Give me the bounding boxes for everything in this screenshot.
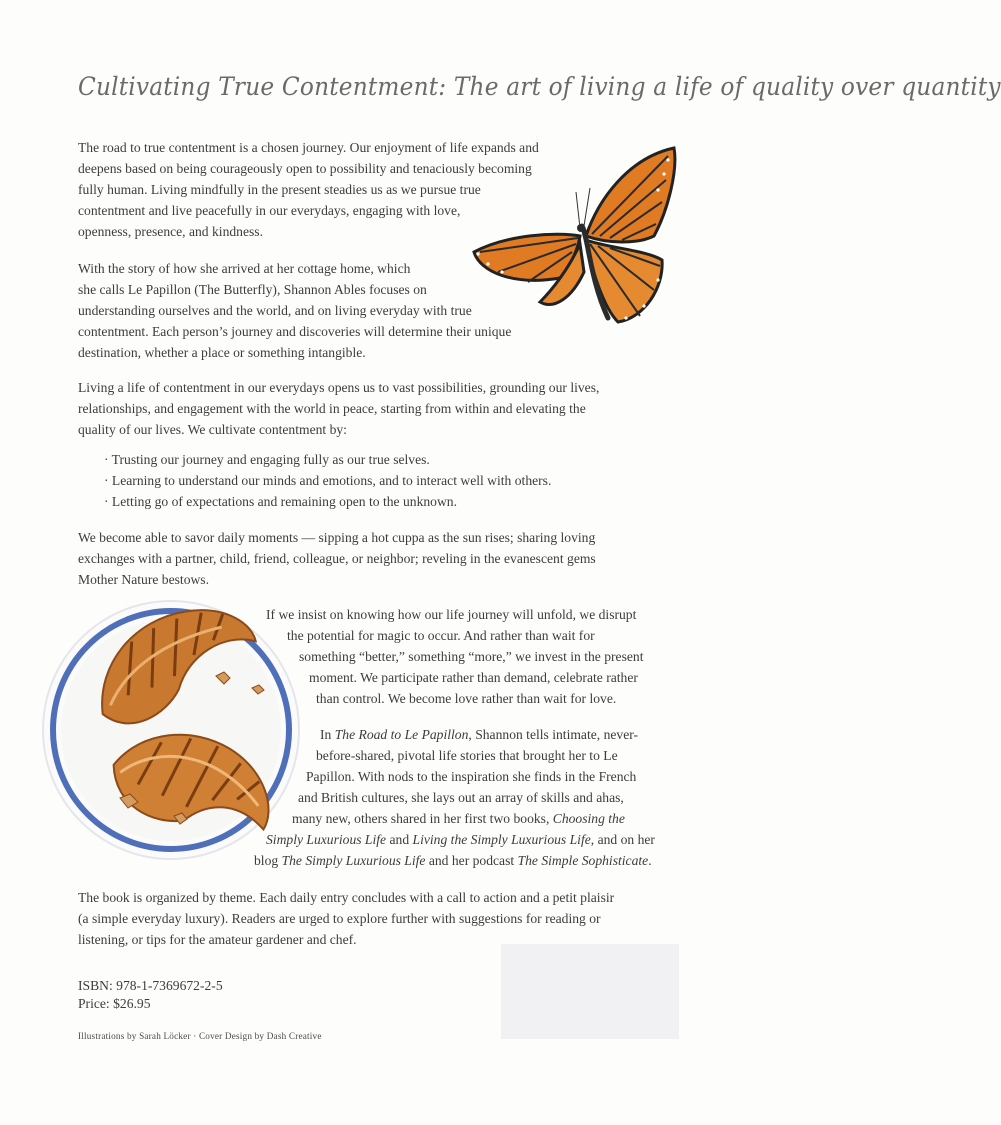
text-line: openness, presence, and kindness. <box>78 224 263 239</box>
text-line: relationships, and engagement with the world in peace, starting from within and elevating the <box>78 401 586 416</box>
list-item: · Trusting our journey and engaging fully as our true selves. <box>104 452 430 467</box>
croissant-plate-illustration <box>40 598 302 863</box>
contentment-paragraph <box>78 377 599 440</box>
text-line <box>266 829 655 850</box>
text-fragment: . <box>648 853 652 868</box>
book-title: The Road to Le Papillon <box>334 727 469 742</box>
text-fragment: and her podcast <box>425 853 518 868</box>
text-line: contentment and live peacefully in our everydays, engaging with love, <box>78 203 461 218</box>
text-line: listening, or tips for the amateur gardener and chef. <box>78 932 357 947</box>
text-line: exchanges with a partner, child, friend, colleague, or neighbor; reveling in the evanescent gems <box>78 551 596 566</box>
isbn-text: ISBN: 978-1-7369672-2-5 <box>78 978 223 993</box>
text-line: The road to true contentment is a chosen journey. Our enjoyment of life expands and <box>78 140 539 155</box>
text-line: quality of our lives. We cultivate contentment by: <box>78 422 347 437</box>
text-fragment: blog <box>254 853 282 868</box>
text-line <box>320 724 638 745</box>
text-line: Papillon. With nods to the inspiration she finds in the French <box>306 769 637 784</box>
text-line: If we insist on knowing how our life journey will unfold, we disrupt <box>266 607 637 622</box>
text-line: Living a life of contentment in our everydays opens us to vast possibilities, grounding our lives, <box>78 380 600 395</box>
text-fragment: , and on her <box>590 832 655 847</box>
text-line: the potential for magic to occur. And rather than wait for <box>287 628 595 643</box>
page-title: Cultivating True Contentment: The art of living a life of quality over quantity <box>78 72 1001 101</box>
list-item: · Letting go of expectations and remaining open to the unknown. <box>104 494 457 509</box>
text-line <box>254 850 652 871</box>
text-line: Mother Nature bestows. <box>78 572 209 587</box>
blog-title: The Simply Luxurious Life <box>281 853 426 868</box>
text-line <box>292 808 625 829</box>
intro-paragraph <box>78 137 539 242</box>
text-line: contentment. Each person’s journey and discoveries will determine their unique <box>78 324 512 339</box>
text-line: With the story of how she arrived at her cottage home, which <box>78 261 411 276</box>
text-fragment: , Shannon tells intimate, never- <box>468 727 639 742</box>
credits-text: Illustrations by Sarah Löcker · Cover Design by Dash Creative <box>78 1031 322 1041</box>
podcast-title: The Simple Sophisticate <box>517 853 649 868</box>
moments-paragraph <box>78 527 596 590</box>
text-line: deepens based on being courageously open to possibility and tenaciously becoming <box>78 161 532 176</box>
barcode-placeholder <box>501 944 679 1039</box>
list-item: · Learning to understand our minds and emotions, and to interact well with others. <box>104 473 552 488</box>
price-text: Price: $26.95 <box>78 996 151 1011</box>
text-line: understanding ourselves and the world, and on living everyday with true <box>78 303 472 318</box>
text-line: something “better,” something “more,” we invest in the present <box>299 649 644 664</box>
bullet-list <box>104 449 551 512</box>
text-line: (a simple everyday luxury). Readers are urged to explore further with suggestions for reading or <box>78 911 601 926</box>
text-line: The book is organized by theme. Each daily entry concludes with a call to action and a petit plaisir <box>78 890 615 905</box>
isbn-block <box>78 977 223 1013</box>
text-line: she calls Le Papillon (The Butterfly), Shannon Ables focuses on <box>78 282 427 297</box>
book-title: Living the Simply Luxurious Life <box>412 832 591 847</box>
book-title: Choosing the <box>552 811 625 826</box>
book-title: Simply Luxurious Life <box>266 832 387 847</box>
organization-paragraph <box>78 887 614 950</box>
text-line: destination, whether a place or something intangible. <box>78 345 366 360</box>
text-line: moment. We participate rather than demand, celebrate rather <box>309 670 638 685</box>
text-line: than control. We become love rather than wait for love. <box>316 691 617 706</box>
text-fragment: many new, others shared in her first two books, <box>292 811 553 826</box>
text-line: We become able to savor daily moments — sipping a hot cuppa as the sun rises; sharing loving <box>78 530 596 545</box>
story-paragraph <box>78 258 511 363</box>
text-line: before-shared, pivotal life stories that brought her to Le <box>316 748 618 763</box>
text-fragment: and <box>386 832 413 847</box>
text-line: and British cultures, she lays out an array of skills and ahas, <box>298 790 624 805</box>
text-fragment: In <box>320 727 335 742</box>
text-line: fully human. Living mindfully in the present steadies us as we pursue true <box>78 182 481 197</box>
